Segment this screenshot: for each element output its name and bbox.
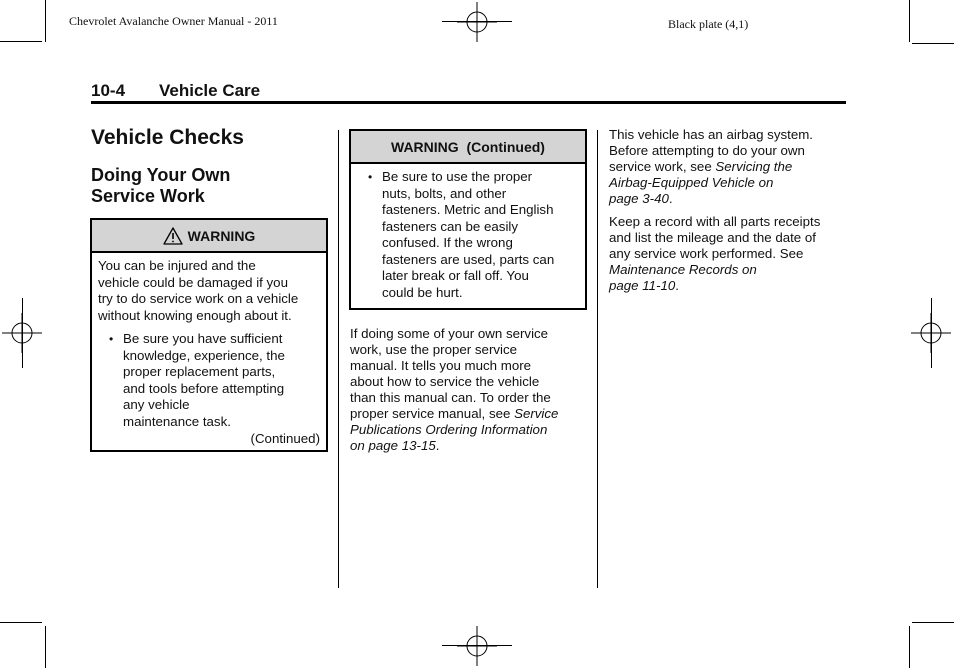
- column-divider: [597, 130, 598, 588]
- warning-box: [90, 218, 328, 452]
- body-paragraph: [609, 214, 849, 294]
- plate-label: Black plate (4,1): [668, 17, 749, 31]
- text-span: proper service manual, see: [350, 406, 515, 421]
- bullet-icon: •: [109, 332, 114, 346]
- text-span: .: [675, 278, 679, 293]
- warning-intro: [98, 258, 328, 324]
- text-line: later break or fall off. You: [382, 268, 529, 283]
- crop-mark: [22, 298, 23, 368]
- text-line: [350, 438, 590, 454]
- bullet-icon: •: [368, 170, 373, 184]
- text-line: fasteners can be easily: [382, 218, 519, 234]
- section-title: Vehicle Care: [159, 81, 261, 100]
- warning-title: WARNING: [187, 227, 256, 244]
- text-line: [609, 175, 849, 191]
- warning-bullet: [109, 331, 323, 430]
- running-header-title: Chevrolet Avalanche Owner Manual - 2011: [69, 14, 278, 28]
- cross-reference-link[interactable]: Maintenance Records on: [609, 262, 757, 277]
- warning-triangle-icon: [163, 227, 183, 245]
- text-line: proper replacement parts,: [123, 364, 276, 379]
- cross-reference-link[interactable]: on page 13-15: [350, 438, 436, 453]
- crop-mark: [909, 0, 910, 42]
- text-span: .: [668, 191, 673, 206]
- text-line: could be hurt.: [382, 284, 463, 300]
- text-line: If doing some of your own service: [350, 326, 549, 341]
- text-line: try to do service work on a vehicle: [98, 291, 299, 306]
- cross-reference-link[interactable]: Servicing the: [715, 159, 793, 174]
- text-line: Keep a record with all parts receipts: [609, 214, 821, 229]
- text-line: any vehicle: [123, 397, 190, 412]
- text-line: work, use the proper service: [350, 342, 518, 357]
- text-line: Before attempting to do your own: [609, 143, 805, 158]
- section-heading: [91, 165, 291, 207]
- text-line: [350, 406, 590, 422]
- page-number: 10-4: [91, 81, 126, 100]
- text-line: and tools before attempting: [123, 380, 285, 396]
- text-line: knowledge, experience, the: [123, 347, 285, 363]
- text-line: and list the mileage and the date of: [609, 230, 816, 245]
- text-line: [609, 278, 849, 294]
- text-line: confused. If the wrong: [382, 235, 513, 250]
- text-line: [609, 191, 849, 207]
- crop-mark: [442, 645, 512, 646]
- cross-reference-link[interactable]: Airbag-Equipped Vehicle on: [609, 175, 774, 190]
- registration-mark-icon: [457, 626, 497, 666]
- text-line: than this manual can. To order the: [350, 390, 551, 405]
- crop-mark: [45, 626, 46, 668]
- section-heading-line: Service Work: [91, 186, 205, 206]
- body-paragraph: [350, 326, 590, 454]
- warning-header: [92, 220, 326, 253]
- text-line: Be sure to use the proper: [382, 169, 533, 184]
- warning-bullet: [368, 169, 582, 301]
- warning-header: [351, 131, 585, 164]
- text-line: Be sure you have sufficient: [123, 331, 283, 346]
- text-line: any service work performed. See: [609, 246, 804, 261]
- warning-title: WARNING (Continued): [391, 138, 545, 155]
- text-line: This vehicle has an airbag system.: [609, 127, 813, 142]
- text-line: nuts, bolts, and other: [382, 185, 507, 201]
- header-rule: [91, 101, 846, 104]
- crop-mark: [0, 41, 42, 42]
- page-title: Vehicle Checks: [91, 126, 244, 149]
- crop-mark: [442, 21, 512, 22]
- text-span: .: [435, 438, 440, 453]
- crop-mark: [912, 43, 954, 44]
- registration-mark-icon: [457, 2, 497, 42]
- text-line: vehicle could be damaged if you: [98, 274, 288, 290]
- continued-label: (Continued): [250, 431, 320, 446]
- text-line: maintenance task.: [123, 413, 231, 429]
- text-line: [609, 262, 849, 278]
- text-line: without knowing enough about it.: [98, 307, 292, 323]
- text-line: [609, 159, 849, 175]
- crop-mark: [931, 298, 932, 368]
- text-line: manual. It tells you much more: [350, 358, 532, 373]
- text-span: service work, see: [609, 159, 716, 174]
- text-line: fasteners. Metric and English: [382, 202, 554, 217]
- crop-mark: [45, 0, 46, 42]
- crop-mark: [0, 622, 42, 623]
- cross-reference-link[interactable]: Service: [514, 406, 559, 421]
- crop-mark: [912, 622, 954, 623]
- text-line: You can be injured and the: [98, 258, 256, 273]
- body-paragraph: [609, 127, 849, 207]
- text-line: [350, 422, 590, 438]
- text-line: fasteners are used, parts can: [382, 251, 555, 267]
- cross-reference-link[interactable]: page 3-40: [609, 191, 669, 206]
- crop-mark: [909, 626, 910, 668]
- cross-reference-link[interactable]: page 11-10: [609, 278, 676, 293]
- warning-box-continued: [349, 129, 587, 310]
- cross-reference-link[interactable]: Publications Ordering Information: [350, 422, 548, 437]
- column-divider: [338, 130, 339, 588]
- section-heading-line: Doing Your Own: [91, 165, 231, 185]
- text-line: about how to service the vehicle: [350, 374, 540, 389]
